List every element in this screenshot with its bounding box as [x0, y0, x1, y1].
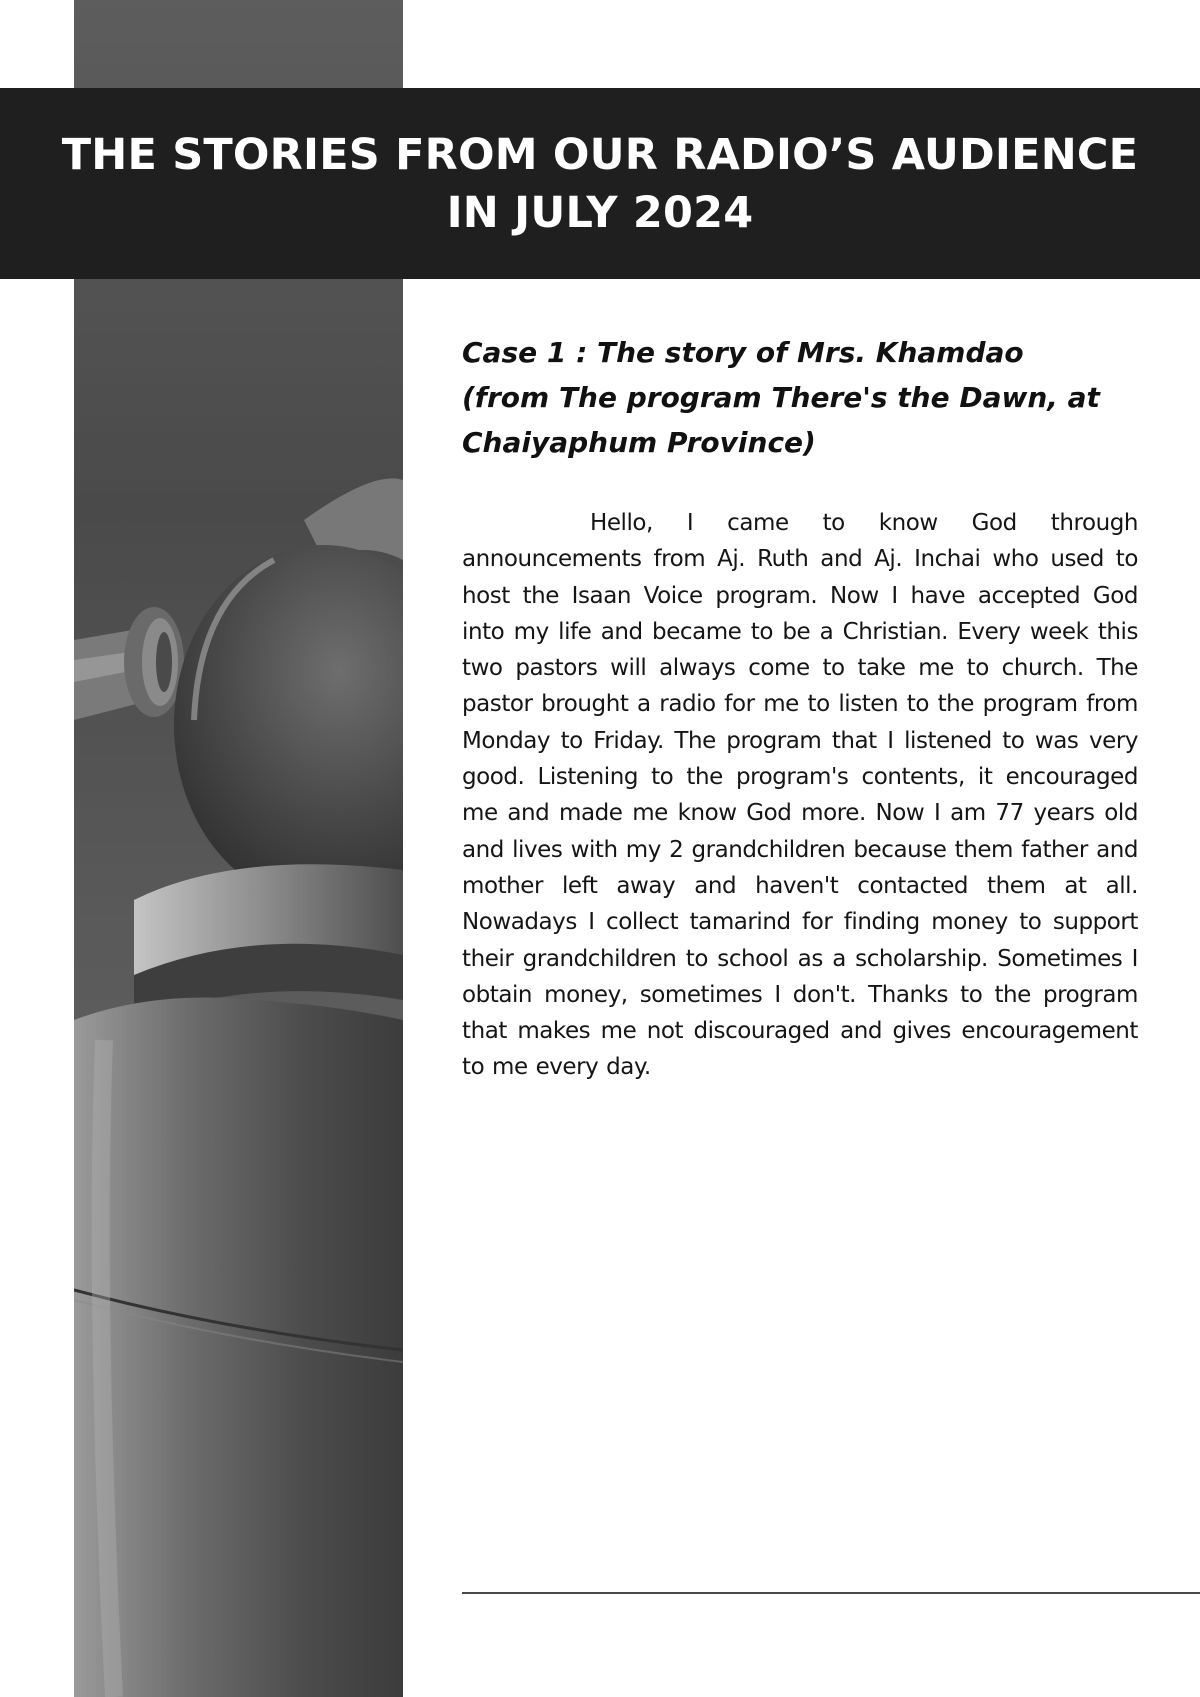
title-banner: [0, 88, 1200, 279]
case-heading-line-2: (from The program There's the Dawn, at: [462, 381, 1100, 414]
story-section: [462, 330, 1138, 1086]
page-title-line-2: IN JULY 2024: [446, 187, 754, 238]
case-heading-line-3: Chaiyaphum Province): [462, 426, 816, 459]
page-title-line-1: THE STORIES FROM OUR RADIO’S AUDIENCE: [61, 129, 1139, 180]
case-heading: [462, 330, 1138, 465]
story-body-text: Hello, I came to know God through announcements from Aj. Ruth and Aj. Inchai who used to host the Isaan Voice program. Now I have accepted God into my life and became to be a Christian. Every week this two pastors will always come to take me to church. The pastor brought a radio for me to listen to the program from Monday to Friday. The program that I listened to was very good. Listening to the program's contents, it encouraged me and made me know God more. Now I am 77 years old and lives with my 2 grandchildren because them father and mother left away and haven't contacted them at all. Nowadays I collect tamarind for finding money to support their grandchildren to school as a scholarship. Sometimes I obtain money, sometimes I don't. Thanks to the program that makes me not discouraged and gives encouragement to me every day.: [462, 510, 1138, 1081]
bottom-divider: [462, 1592, 1200, 1594]
case-heading-line-1: Case 1 : The story of Mrs. Khamdao: [462, 336, 1024, 369]
